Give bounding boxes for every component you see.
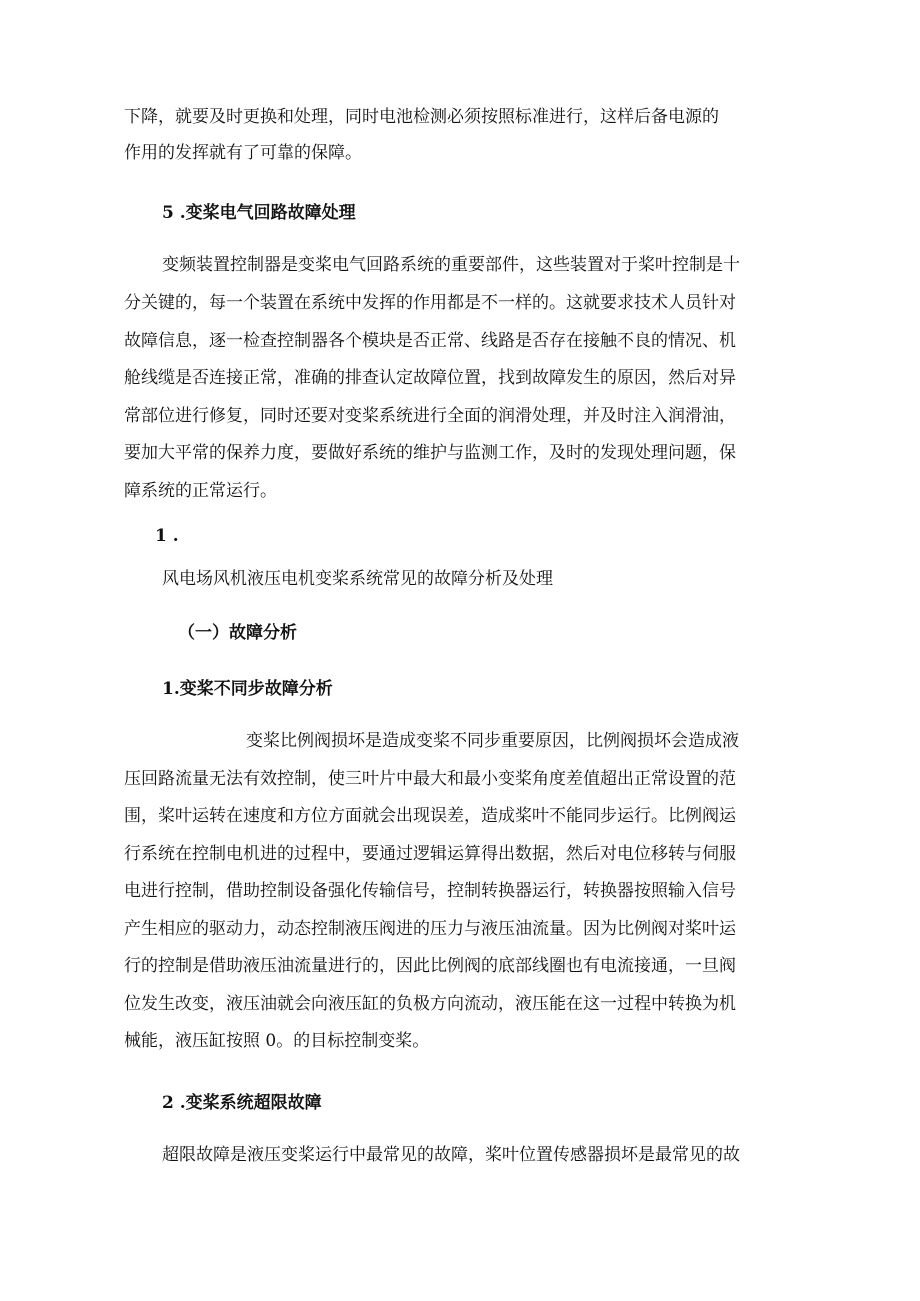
text-line: 产生相应的驱动力，动态控制液压阀进的压力与液压油流量。因为比例阀对桨叶运 xyxy=(124,919,736,939)
text-line: 行的控制是借助液压油流量进行的，因此比例阀的底部线圈也有电流接通，一旦阀 xyxy=(124,956,736,976)
text-line: 下降，就要及时更换和处理，同时电池检测必须按照标准进行，这样后备电源的 xyxy=(124,107,719,127)
text-line: 故障信息，逐一检查控制器各个模块是否正常、线路是否存在接触不良的情况、机 xyxy=(124,331,736,351)
text-line: 常部位进行修复，同时还要对变桨系统进行全面的润滑处理，并及时注入润滑油， xyxy=(124,406,736,426)
section-heading-1-title: 风电场风机液压电机变桨系统常见的故障分析及处理 xyxy=(162,569,553,589)
text-line: 作用的发挥就有了可靠的保障。 xyxy=(124,143,362,163)
text-line: 压回路流量无法有效控制，使三叶片中最大和最小变桨角度差值超出正常设置的范 xyxy=(124,769,736,789)
text-line: 舱线缆是否连接正常，准确的排查认定故障位置，找到故障发生的原因，然后对异 xyxy=(124,368,736,388)
sub-subsection-heading-2: 2 .变桨系统超限故障 xyxy=(162,1093,322,1113)
text-line: 超限故障是液压变桨运行中最常见的故障，桨叶位置传感器损坏是最常见的故 xyxy=(162,1145,740,1165)
section-heading-1-number: 1 . xyxy=(155,526,179,546)
text-line: 障系统的正常运行。 xyxy=(124,481,277,501)
section-heading-5: 5 .变桨电气回路故障处理 xyxy=(162,203,356,223)
text-line: 变桨比例阀损坏是造成变桨不同步重要原因，比例阀损坏会造成液 xyxy=(246,731,739,751)
text-line: 电进行控制，借助控制设备强化传输信号，控制转换器运行，转换器按照输入信号 xyxy=(124,881,736,901)
sub-subsection-heading-1: 1.变桨不同步故障分析 xyxy=(162,679,333,699)
text-line: 变频装置控制器是变桨电气回路系统的重要部件，这些装置对于桨叶控制是十 xyxy=(162,255,740,275)
text-line: 械能，液压缸按照 0。的目标控制变桨。 xyxy=(124,1031,430,1051)
text-line: 位发生改变，液压油就会向液压缸的负极方向流动，液压能在这一过程中转换为机 xyxy=(124,994,736,1014)
subsection-heading: （一）故障分析 xyxy=(178,623,297,643)
text-line: 围，桨叶运转在速度和方位方面就会出现误差，造成桨叶不能同步运行。比例阀运 xyxy=(124,806,736,826)
text-line: 要加大平常的保养力度，要做好系统的维护与监测工作，及时的发现处理问题，保 xyxy=(124,443,736,463)
text-line: 行系统在控制电机进的过程中，要通过逻辑运算得出数据，然后对电位移转与伺服 xyxy=(124,844,736,864)
text-line: 分关键的，每一个装置在系统中发挥的作用都是不一样的。这就要求技术人员针对 xyxy=(124,293,736,313)
